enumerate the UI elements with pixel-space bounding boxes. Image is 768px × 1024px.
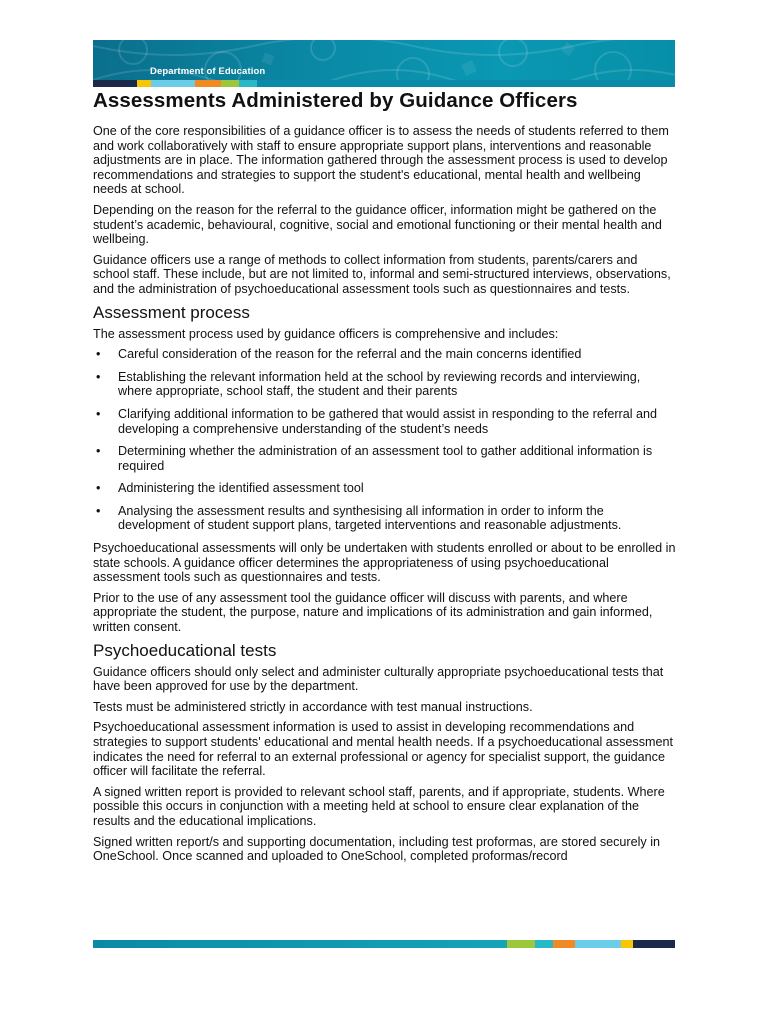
list-item: • Administering the identified assessment tool bbox=[96, 481, 364, 496]
body-paragraph: Prior to the use of any assessment tool the guidance officer will discuss with parents, and where appropriate the student, the purpose, nature and implications of its administration and gain informed, written consent. bbox=[93, 590, 653, 635]
section-heading-psychoeducational-tests: Psychoeducational tests bbox=[93, 640, 277, 660]
body-paragraph: Psychoeducational assessment information is used to assist in developing recommendations and strategies to support students' educational and mental health needs. If a psychoeducational assessment indicates the need for referral to an external professional or agency for specialist support, the guidance officer will facilitate the referral. bbox=[93, 720, 673, 779]
list-item: • Determining whether the administration of an assessment tool to gather additional information is required bbox=[96, 444, 653, 473]
department-name: Department of Education bbox=[150, 66, 266, 77]
body-paragraph: Guidance officers should only select and administer culturally appropriate psychoeducational tests that have been approved for use by the department. bbox=[93, 664, 664, 694]
list-item: • Analysing the assessment results and synthesising all information in order to inform the development of student support plans, targeted interventions and reasonable adjustments. bbox=[96, 503, 622, 533]
section-lead: The assessment process used by guidance officers is comprehensive and includes: bbox=[93, 326, 559, 341]
intro-paragraph: One of the core responsibilities of a guidance officer is to assess the needs of students referred to them and work collaboratively with staff to ensure appropriate support plans, interventions and reasonable adjustments are in place. The information gathered through the assessment process is used to develop recommendations and strategies to support the student's educational, mental health and wellbeing needs at school. bbox=[93, 124, 669, 197]
section-heading-assessment-process: Assessment process bbox=[93, 302, 250, 322]
bullet-icon: • bbox=[96, 503, 101, 518]
document-body bbox=[93, 89, 677, 870]
body-paragraph: A signed written report is provided to relevant school staff, parents, and if appropriate, students. Where possible this occurs in conjunction with a meeting held at school to ensure clear explanation of the results and the educational implications. bbox=[93, 784, 665, 828]
assessment-process-list bbox=[93, 347, 677, 533]
list-item: • Careful consideration of the reason for the referral and the main concerns identified bbox=[96, 347, 582, 362]
footer-color-stripe bbox=[93, 940, 675, 948]
bullet-icon: • bbox=[96, 406, 101, 421]
bullet-icon: • bbox=[96, 481, 101, 496]
body-paragraph: Psychoeducational assessments will only be undertaken with students enrolled or about to be enrolled in state schools. A guidance officer determines the appropriateness of using psychoeducational assessment tools such as questionnaires and tests. bbox=[93, 541, 676, 585]
intro-paragraph: Depending on the reason for the referral to the guidance officer, information might be gathered on the student’s academic, behavioural, cognitive, social and emotional functioning or their mental health and wellbeing. bbox=[93, 202, 662, 247]
bullet-icon: • bbox=[96, 347, 101, 362]
header-color-stripe bbox=[93, 80, 675, 87]
bullet-icon: • bbox=[96, 444, 101, 459]
body-paragraph: Signed written report/s and supporting documentation, including test proformas, are stored securely in OneSchool. Once scanned and uploaded to OneSchool, completed proformas/record bbox=[93, 834, 661, 864]
bullet-icon: • bbox=[96, 369, 101, 384]
body-paragraph: Tests must be administered strictly in accordance with test manual instructions. bbox=[93, 699, 533, 714]
list-item: • Clarifying additional information to be gathered that would assist in responding to the referral and developing a comprehensive understanding of the student’s needs bbox=[96, 406, 658, 436]
list-item: • Establishing the relevant information held at the school by reviewing records and interviewing, where appropriate, school staff, the student and their parents bbox=[96, 369, 641, 399]
page-title: Assessments Administered by Guidance Officers bbox=[93, 89, 578, 112]
intro-paragraph: Guidance officers use a range of methods to collect information from students, parents/carers and school staff. These include, but are not limited to, informal and semi-structured interviews, observations, and the administration of psychoeducational assessment tools such as questionnaires and tests. bbox=[93, 252, 671, 296]
